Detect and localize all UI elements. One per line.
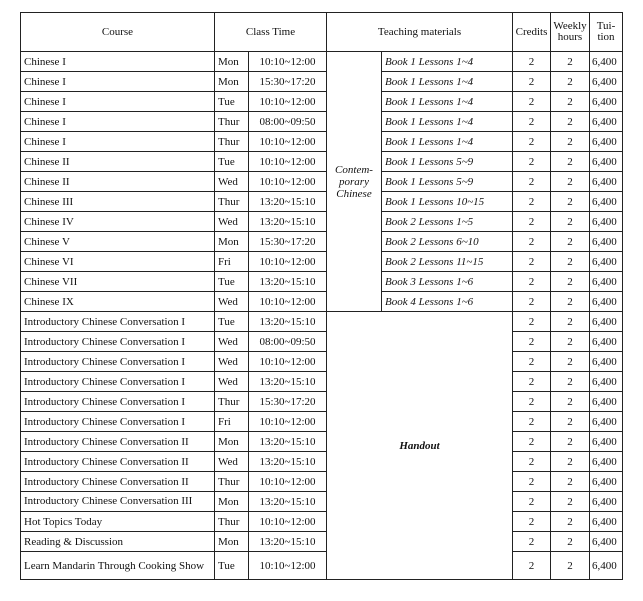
tuition-cell: 6,400	[590, 212, 623, 232]
credits-cell: 2	[513, 152, 551, 172]
table-row	[21, 232, 623, 252]
weekly-hours-cell: 2	[551, 232, 590, 252]
tuition-cell: 6,400	[590, 452, 623, 472]
time-cell: 08:00~09:50	[249, 112, 327, 132]
credits-cell: 2	[513, 212, 551, 232]
table-row	[21, 392, 623, 412]
day-cell: Thur	[215, 112, 249, 132]
credits-cell: 2	[513, 472, 551, 492]
time-cell: 10:10~12:00	[249, 472, 327, 492]
tuition-cell: 6,400	[590, 192, 623, 212]
tuition-cell: 6,400	[590, 112, 623, 132]
course-cell: Chinese III	[21, 192, 215, 212]
weekly-hours-cell: 2	[551, 272, 590, 292]
time-cell: 10:10~12:00	[249, 52, 327, 72]
table-row	[21, 112, 623, 132]
tuition-cell: 6,400	[590, 52, 623, 72]
credits-cell: 2	[513, 72, 551, 92]
day-cell: Thur	[215, 512, 249, 532]
tuition-cell: 6,400	[590, 472, 623, 492]
tuition-cell: 6,400	[590, 372, 623, 392]
tuition-cell: 6,400	[590, 432, 623, 452]
day-cell: Wed	[215, 292, 249, 312]
table-row	[21, 372, 623, 392]
credits-cell: 2	[513, 392, 551, 412]
weekly-hours-cell: 2	[551, 372, 590, 392]
table-row	[21, 352, 623, 372]
weekly-hours-cell: 2	[551, 312, 590, 332]
time-cell: 10:10~12:00	[249, 92, 327, 112]
course-cell: Introductory Chinese Conversation II	[21, 452, 215, 472]
tuition-cell: 6,400	[590, 172, 623, 192]
day-cell: Mon	[215, 72, 249, 92]
weekly-hours-cell: 2	[551, 292, 590, 312]
course-cell: Chinese I	[21, 112, 215, 132]
weekly-hours-cell: 2	[551, 552, 590, 580]
course-cell: Introductory Chinese Conversation I	[21, 332, 215, 352]
weekly-hours-cell: 2	[551, 432, 590, 452]
table-row	[21, 412, 623, 432]
time-cell: 13:20~15:10	[249, 272, 327, 292]
credits-cell: 2	[513, 372, 551, 392]
material-group-handout: Handout	[327, 312, 513, 580]
table-row	[21, 272, 623, 292]
table-row	[21, 292, 623, 312]
tuition-cell: 6,400	[590, 332, 623, 352]
day-cell: Fri	[215, 252, 249, 272]
weekly-hours-cell: 2	[551, 72, 590, 92]
book-cell: Book 1 Lessons 1~4	[382, 52, 513, 72]
credits-cell: 2	[513, 492, 551, 512]
tuition-cell: 6,400	[590, 352, 623, 372]
table-row	[21, 52, 623, 72]
credits-cell: 2	[513, 52, 551, 72]
table-row	[21, 312, 623, 332]
tuition-cell: 6,400	[590, 72, 623, 92]
table-row	[21, 172, 623, 192]
course-cell: Introductory Chinese Conversation I	[21, 352, 215, 372]
tuition-cell: 6,400	[590, 412, 623, 432]
header-tuition: Tui- tion	[590, 13, 623, 52]
weekly-hours-cell: 2	[551, 172, 590, 192]
book-cell: Book 1 Lessons 5~9	[382, 172, 513, 192]
course-cell: Introductory Chinese Conversation I	[21, 412, 215, 432]
weekly-hours-cell: 2	[551, 472, 590, 492]
book-cell: Book 1 Lessons 1~4	[382, 132, 513, 152]
tuition-cell: 6,400	[590, 232, 623, 252]
course-cell: Chinese VII	[21, 272, 215, 292]
credits-cell: 2	[513, 532, 551, 552]
tuition-cell: 6,400	[590, 252, 623, 272]
time-cell: 10:10~12:00	[249, 552, 327, 580]
tuition-cell: 6,400	[590, 152, 623, 172]
weekly-hours-cell: 2	[551, 532, 590, 552]
course-cell: Chinese I	[21, 132, 215, 152]
day-cell: Wed	[215, 332, 249, 352]
weekly-hours-cell: 2	[551, 352, 590, 372]
day-cell: Wed	[215, 212, 249, 232]
day-cell: Wed	[215, 452, 249, 472]
credits-cell: 2	[513, 132, 551, 152]
header-course: Course	[21, 13, 215, 52]
table-row	[21, 252, 623, 272]
course-cell: Introductory Chinese Conversation I	[21, 312, 215, 332]
course-cell: Introductory Chinese Conversation III	[21, 492, 215, 512]
table-row	[21, 212, 623, 232]
credits-cell: 2	[513, 452, 551, 472]
book-cell: Book 4 Lessons 1~6	[382, 292, 513, 312]
tuition-cell: 6,400	[590, 492, 623, 512]
day-cell: Wed	[215, 172, 249, 192]
table-row	[21, 192, 623, 212]
header-weekly-hours: Weekly hours	[551, 13, 590, 52]
course-cell: Introductory Chinese Conversation I	[21, 372, 215, 392]
time-cell: 10:10~12:00	[249, 172, 327, 192]
course-cell: Chinese VI	[21, 252, 215, 272]
weekly-hours-cell: 2	[551, 132, 590, 152]
weekly-hours-cell: 2	[551, 152, 590, 172]
day-cell: Mon	[215, 532, 249, 552]
weekly-hours-cell: 2	[551, 52, 590, 72]
tuition-cell: 6,400	[590, 532, 623, 552]
course-cell: Reading & Discussion	[21, 532, 215, 552]
book-cell: Book 1 Lessons 5~9	[382, 152, 513, 172]
weekly-hours-cell: 2	[551, 192, 590, 212]
table-row	[21, 452, 623, 472]
course-cell: Hot Topics Today	[21, 512, 215, 532]
material-group-contemporary-chinese: Contem- porary Chinese	[327, 52, 382, 312]
time-cell: 13:20~15:10	[249, 532, 327, 552]
weekly-hours-cell: 2	[551, 92, 590, 112]
book-cell: Book 1 Lessons 1~4	[382, 112, 513, 132]
course-cell: Introductory Chinese Conversation II	[21, 432, 215, 452]
header-row	[21, 13, 623, 52]
tuition-cell: 6,400	[590, 92, 623, 112]
credits-cell: 2	[513, 352, 551, 372]
weekly-hours-cell: 2	[551, 452, 590, 472]
credits-cell: 2	[513, 312, 551, 332]
table-row	[21, 432, 623, 452]
course-cell: Chinese II	[21, 152, 215, 172]
day-cell: Mon	[215, 492, 249, 512]
tuition-cell: 6,400	[590, 312, 623, 332]
course-cell: Chinese IX	[21, 292, 215, 312]
credits-cell: 2	[513, 512, 551, 532]
header-class-time: Class Time	[215, 13, 327, 52]
day-cell: Mon	[215, 52, 249, 72]
course-cell: Introductory Chinese Conversation I	[21, 392, 215, 412]
day-cell: Wed	[215, 372, 249, 392]
time-cell: 13:20~15:10	[249, 192, 327, 212]
book-cell: Book 2 Lessons 6~10	[382, 232, 513, 252]
time-cell: 10:10~12:00	[249, 352, 327, 372]
credits-cell: 2	[513, 332, 551, 352]
day-cell: Tue	[215, 152, 249, 172]
table-row	[21, 532, 623, 552]
credits-cell: 2	[513, 252, 551, 272]
course-cell: Chinese I	[21, 52, 215, 72]
credits-cell: 2	[513, 412, 551, 432]
time-cell: 10:10~12:00	[249, 512, 327, 532]
course-cell: Learn Mandarin Through Cooking Show	[21, 552, 215, 580]
weekly-hours-cell: 2	[551, 332, 590, 352]
course-cell: Chinese II	[21, 172, 215, 192]
table-row	[21, 92, 623, 112]
day-cell: Tue	[215, 312, 249, 332]
day-cell: Thur	[215, 192, 249, 212]
book-cell: Book 2 Lessons 11~15	[382, 252, 513, 272]
weekly-hours-cell: 2	[551, 252, 590, 272]
day-cell: Mon	[215, 432, 249, 452]
credits-cell: 2	[513, 112, 551, 132]
day-cell: Tue	[215, 552, 249, 580]
course-cell: Chinese I	[21, 92, 215, 112]
time-cell: 10:10~12:00	[249, 152, 327, 172]
tuition-cell: 6,400	[590, 132, 623, 152]
course-schedule-table	[20, 12, 623, 580]
course-cell: Introductory Chinese Conversation II	[21, 472, 215, 492]
day-cell: Tue	[215, 272, 249, 292]
day-cell: Tue	[215, 92, 249, 112]
day-cell: Thur	[215, 392, 249, 412]
day-cell: Wed	[215, 352, 249, 372]
table-row	[21, 512, 623, 532]
table-row	[21, 72, 623, 92]
table-row	[21, 132, 623, 152]
book-cell: Book 1 Lessons 1~4	[382, 92, 513, 112]
book-cell: Book 1 Lessons 10~15	[382, 192, 513, 212]
weekly-hours-cell: 2	[551, 512, 590, 532]
credits-cell: 2	[513, 92, 551, 112]
tuition-cell: 6,400	[590, 292, 623, 312]
weekly-hours-cell: 2	[551, 392, 590, 412]
table-row	[21, 492, 623, 512]
time-cell: 13:20~15:10	[249, 372, 327, 392]
time-cell: 10:10~12:00	[249, 252, 327, 272]
time-cell: 15:30~17:20	[249, 72, 327, 92]
tuition-cell: 6,400	[590, 392, 623, 412]
credits-cell: 2	[513, 292, 551, 312]
course-cell: Chinese I	[21, 72, 215, 92]
credits-cell: 2	[513, 172, 551, 192]
tuition-cell: 6,400	[590, 552, 623, 580]
credits-cell: 2	[513, 432, 551, 452]
table-row	[21, 472, 623, 492]
table-body	[21, 52, 623, 580]
time-cell: 13:20~15:10	[249, 312, 327, 332]
course-cell: Chinese IV	[21, 212, 215, 232]
time-cell: 13:20~15:10	[249, 452, 327, 472]
time-cell: 10:10~12:00	[249, 292, 327, 312]
table-row	[21, 552, 623, 580]
book-cell: Book 3 Lessons 1~6	[382, 272, 513, 292]
day-cell: Thur	[215, 132, 249, 152]
day-cell: Mon	[215, 232, 249, 252]
credits-cell: 2	[513, 552, 551, 580]
day-cell: Fri	[215, 412, 249, 432]
weekly-hours-cell: 2	[551, 112, 590, 132]
weekly-hours-cell: 2	[551, 492, 590, 512]
time-cell: 13:20~15:10	[249, 212, 327, 232]
time-cell: 13:20~15:10	[249, 492, 327, 512]
credits-cell: 2	[513, 192, 551, 212]
tuition-cell: 6,400	[590, 272, 623, 292]
time-cell: 10:10~12:00	[249, 412, 327, 432]
header-credits: Credits	[513, 13, 551, 52]
header-teaching-materials: Teaching materials	[327, 13, 513, 52]
book-cell: Book 1 Lessons 1~4	[382, 72, 513, 92]
credits-cell: 2	[513, 232, 551, 252]
credits-cell: 2	[513, 272, 551, 292]
time-cell: 13:20~15:10	[249, 432, 327, 452]
table-row	[21, 152, 623, 172]
course-cell: Chinese V	[21, 232, 215, 252]
tuition-cell: 6,400	[590, 512, 623, 532]
weekly-hours-cell: 2	[551, 412, 590, 432]
book-cell: Book 2 Lessons 1~5	[382, 212, 513, 232]
table-row	[21, 332, 623, 352]
time-cell: 10:10~12:00	[249, 132, 327, 152]
day-cell: Thur	[215, 472, 249, 492]
time-cell: 15:30~17:20	[249, 232, 327, 252]
weekly-hours-cell: 2	[551, 212, 590, 232]
time-cell: 15:30~17:20	[249, 392, 327, 412]
time-cell: 08:00~09:50	[249, 332, 327, 352]
